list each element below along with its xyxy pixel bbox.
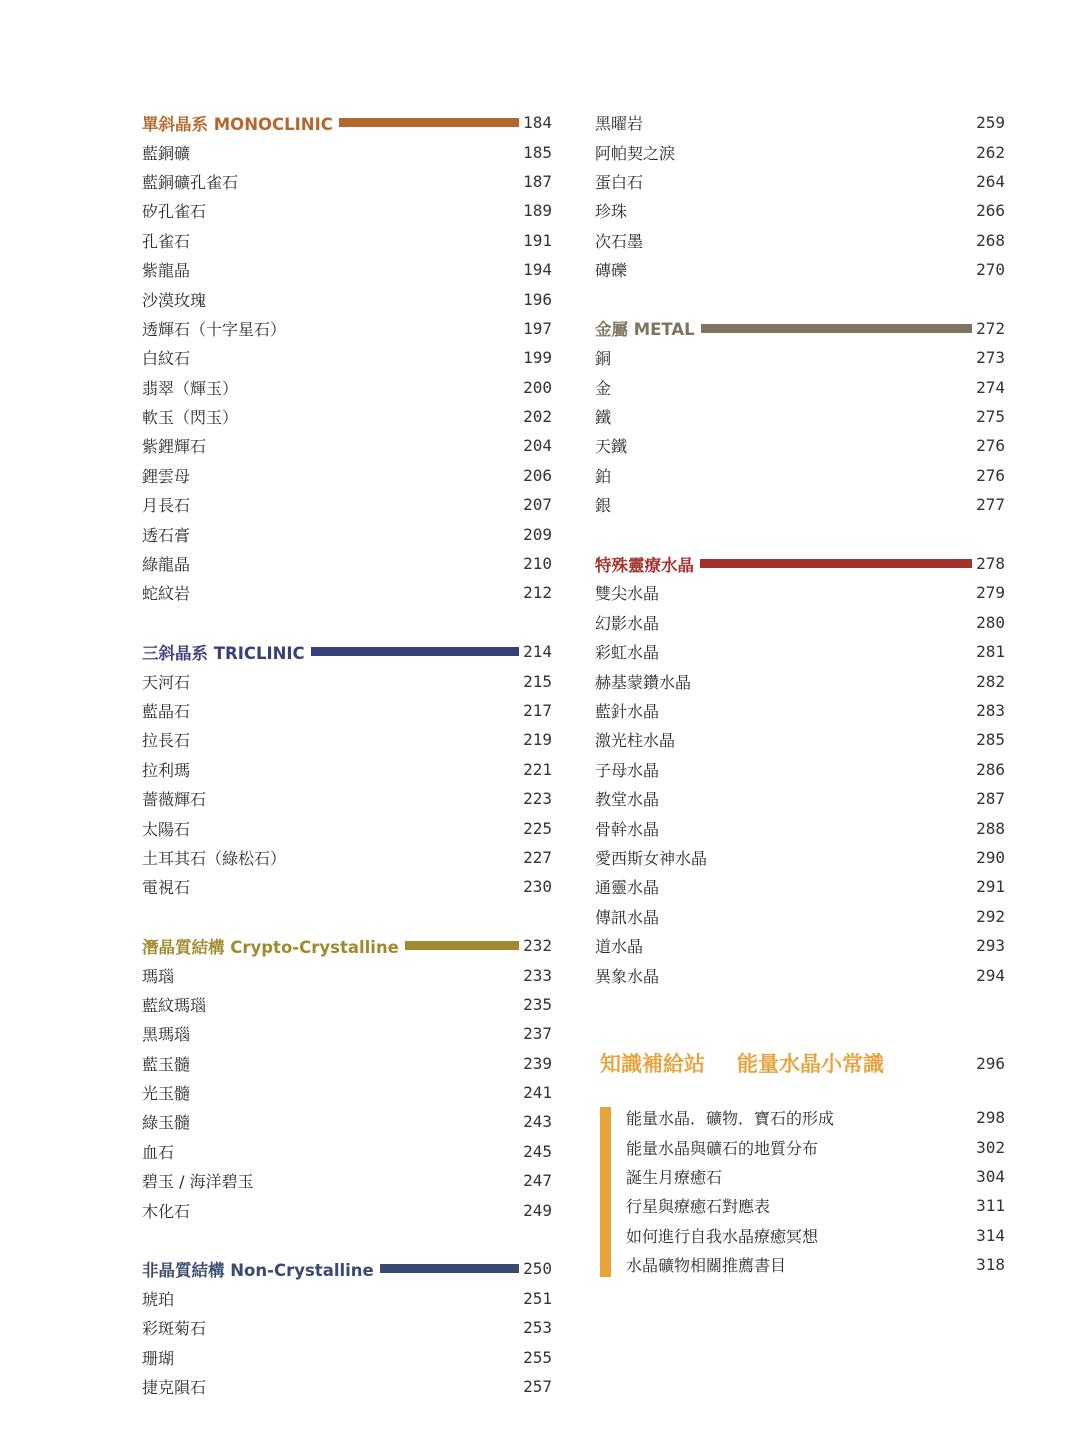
toc-entry[interactable]: [626, 1132, 1005, 1161]
toc-entry-page: 277: [976, 495, 1005, 515]
toc-entry-name: 道水晶: [595, 937, 644, 957]
toc-entry-name: 激光柱水晶: [595, 731, 676, 751]
section-heading[interactable]: [142, 931, 552, 960]
section-page: 214: [523, 642, 552, 662]
toc-entry-name: 珍珠: [595, 202, 628, 222]
toc-entry-name: 藍玉髓: [142, 1054, 191, 1074]
section-title: 非晶質結構 Non-Crystalline: [142, 1260, 374, 1280]
toc-entry-page: 221: [523, 759, 552, 779]
toc-entry-page: 270: [976, 260, 1005, 280]
toc-entry-name: 通靈水晶: [595, 878, 660, 898]
toc-entry-page: 243: [523, 1112, 552, 1132]
toc-entry-name: 鐵: [595, 408, 612, 428]
toc-entry[interactable]: [595, 490, 1005, 519]
toc-entry-page: 279: [976, 583, 1005, 603]
toc-left-column: [142, 108, 552, 1401]
toc-entry-page: 290: [976, 847, 1005, 867]
toc-entry[interactable]: [595, 637, 1005, 666]
toc-entry-page: 304: [976, 1166, 1005, 1186]
toc-entry[interactable]: [142, 549, 552, 578]
toc-entry[interactable]: [142, 696, 552, 725]
toc-entry-name: 能量水晶．礦物．寶石的形成: [626, 1109, 835, 1129]
toc-entry-page: 196: [523, 289, 552, 309]
toc-entry[interactable]: [142, 1284, 552, 1313]
toc-entry-page: 191: [523, 230, 552, 250]
toc-entry[interactable]: [595, 578, 1005, 607]
section-spacer: [142, 902, 552, 931]
section-title: 三斜晶系 TRICLINIC: [142, 643, 305, 663]
toc-entry-page: 187: [523, 171, 552, 191]
toc-entry-page: 223: [523, 789, 552, 809]
toc-entry-name: 行星與療癒石對應表: [626, 1197, 771, 1217]
knowledge-page-number: 296: [976, 1053, 1005, 1073]
toc-entry-name: 蛇紋岩: [142, 584, 191, 604]
toc-entry[interactable]: [142, 1195, 552, 1224]
toc-entry-name: 阿帕契之淚: [595, 143, 676, 163]
toc-entry-name: 拉利瑪: [142, 760, 191, 780]
toc-entry[interactable]: [142, 666, 552, 695]
toc-entry-page: 275: [976, 407, 1005, 427]
toc-entry-name: 蛋白石: [595, 172, 644, 192]
knowledge-list-block: [600, 1103, 1005, 1279]
toc-entry-page: 237: [523, 1024, 552, 1044]
toc-entry-name: 銅: [595, 349, 612, 369]
toc-entry-name: 孔雀石: [142, 231, 191, 251]
section-heading[interactable]: [142, 108, 552, 137]
toc-entry-name: 土耳其石（綠松石）: [142, 848, 287, 868]
toc-entry-name: 血石: [142, 1142, 175, 1162]
toc-entry-name: 瑪瑙: [142, 966, 175, 986]
toc-entry-page: 247: [523, 1171, 552, 1191]
section-spacer: [595, 519, 1005, 548]
toc-entry[interactable]: [142, 284, 552, 313]
toc-entry[interactable]: [595, 431, 1005, 460]
toc-entry-page: 210: [523, 554, 552, 574]
toc-entry-page: 292: [976, 906, 1005, 926]
toc-entry[interactable]: [142, 226, 552, 255]
section-heading[interactable]: [595, 314, 1005, 343]
toc-entry[interactable]: [595, 108, 1005, 137]
toc-entry-name: 幻影水晶: [595, 613, 660, 633]
toc-entry-page: 302: [976, 1137, 1005, 1157]
toc-entry[interactable]: [595, 784, 1005, 813]
toc-entry[interactable]: [626, 1221, 1005, 1250]
toc-entry-name: 雙尖水晶: [595, 584, 660, 604]
toc-entry[interactable]: [626, 1162, 1005, 1191]
toc-entry-page: 239: [523, 1053, 552, 1073]
toc-entry[interactable]: [142, 872, 552, 901]
toc-entry-page: 282: [976, 671, 1005, 691]
toc-entry-page: 204: [523, 436, 552, 456]
toc-entry-page: 197: [523, 318, 552, 338]
toc-entry-name: 綠龍晶: [142, 555, 191, 575]
toc-entry-page: 206: [523, 465, 552, 485]
toc-entry-name: 彩斑菊石: [142, 1319, 207, 1339]
toc-entry[interactable]: [595, 813, 1005, 842]
toc-entry[interactable]: [626, 1103, 1005, 1132]
toc-entry[interactable]: [595, 167, 1005, 196]
section-page: 272: [976, 318, 1005, 338]
toc-entry[interactable]: [142, 1107, 552, 1136]
toc-entry-name: 捷克隕石: [142, 1377, 207, 1397]
toc-entry-name: 藍銅礦孔雀石: [142, 172, 239, 192]
toc-entry-name: 黑瑪瑙: [142, 1025, 191, 1045]
knowledge-list: [626, 1103, 1005, 1279]
toc-entry-name: 水晶礦物相關推薦書目: [626, 1256, 787, 1276]
toc-entry-name: 太陽石: [142, 819, 191, 839]
toc-entry-page: 233: [523, 965, 552, 985]
toc-entry[interactable]: [142, 490, 552, 519]
toc-entry[interactable]: [142, 431, 552, 460]
toc-entry-page: 298: [976, 1108, 1005, 1128]
toc-entry[interactable]: [142, 755, 552, 784]
toc-entry-name: 拉長石: [142, 731, 191, 751]
toc-entry[interactable]: [595, 402, 1005, 431]
toc-entry[interactable]: [142, 784, 552, 813]
toc-entry[interactable]: [142, 1049, 552, 1078]
knowledge-title-primary: 知識補給站: [600, 1052, 705, 1076]
toc-entry-page: 266: [976, 201, 1005, 221]
toc-entry[interactable]: [142, 1078, 552, 1107]
toc-entry[interactable]: [142, 196, 552, 225]
toc-entry[interactable]: [595, 696, 1005, 725]
section-color-bar: [700, 559, 972, 568]
knowledge-title-secondary: 能量水晶小常識: [737, 1052, 884, 1076]
toc-entry-name: 紫龍晶: [142, 261, 191, 281]
section-spacer: [142, 1225, 552, 1254]
toc-entry-page: 264: [976, 171, 1005, 191]
toc-entry-name: 藍針水晶: [595, 702, 660, 721]
toc-entry-page: 274: [976, 377, 1005, 397]
toc-entry-page: 291: [976, 877, 1005, 897]
toc-entry-page: 185: [523, 142, 552, 162]
toc-entry-page: 273: [976, 348, 1005, 368]
toc-entry[interactable]: [142, 725, 552, 754]
toc-entry-name: 異象水晶: [595, 966, 660, 986]
toc-entry-page: 251: [523, 1288, 552, 1308]
toc-entry-name: 軟玉（閃玉）: [142, 408, 239, 428]
toc-entry-name: 透石膏: [142, 525, 191, 545]
toc-entry[interactable]: [626, 1250, 1005, 1279]
toc-entry-page: 314: [976, 1225, 1005, 1245]
toc-entry-name: 愛西斯女神水晶: [595, 848, 708, 868]
toc-entry-page: 207: [523, 495, 552, 515]
toc-entry-page: 283: [976, 701, 1005, 720]
toc-entry-page: 215: [523, 671, 552, 691]
toc-entry[interactable]: [595, 872, 1005, 901]
toc-entry[interactable]: [142, 519, 552, 548]
toc-entry[interactable]: [595, 226, 1005, 255]
toc-entry-name: 如何進行自我水晶療癒冥想: [626, 1226, 819, 1246]
toc-entry[interactable]: [142, 1313, 552, 1342]
toc-entry-name: 光玉髓: [142, 1084, 191, 1104]
toc-entry-page: 288: [976, 818, 1005, 838]
section-color-bar: [405, 941, 519, 950]
toc-entry-name: 彩虹水晶: [595, 643, 660, 663]
toc-entry[interactable]: [142, 1137, 552, 1166]
toc-right-column: [595, 108, 1005, 990]
toc-entry-page: 235: [523, 994, 552, 1014]
toc-entry-page: 241: [523, 1083, 552, 1103]
toc-entry-name: 矽孔雀石: [142, 202, 207, 222]
toc-entry-page: 276: [976, 436, 1005, 456]
toc-entry[interactable]: [142, 813, 552, 842]
toc-entry-page: 268: [976, 230, 1005, 250]
toc-entry[interactable]: [595, 461, 1005, 490]
section-heading[interactable]: [142, 637, 552, 666]
toc-entry-name: 綠玉髓: [142, 1113, 191, 1133]
toc-entry-name: 鋰雲母: [142, 466, 191, 486]
toc-entry-page: 286: [976, 759, 1005, 779]
toc-entry-page: 255: [523, 1347, 552, 1367]
toc-entry-name: 磚礫: [595, 261, 628, 281]
toc-entry-name: 天河石: [142, 672, 191, 692]
toc-entry-page: 230: [523, 877, 552, 897]
toc-entry-name: 骨幹水晶: [595, 819, 660, 839]
toc-entry-name: 子母水晶: [595, 760, 660, 780]
toc-entry-name: 翡翠（輝玉）: [142, 378, 239, 398]
section-spacer: [595, 284, 1005, 313]
toc-entry-page: 227: [523, 847, 552, 867]
toc-entry-name: 琥珀: [142, 1289, 175, 1309]
toc-entry-page: 276: [976, 465, 1005, 485]
toc-entry-name: 次石墨: [595, 231, 644, 251]
toc-entry[interactable]: [142, 314, 552, 343]
toc-entry[interactable]: [142, 990, 552, 1019]
toc-entry[interactable]: [142, 137, 552, 166]
toc-entry-page: 285: [976, 730, 1005, 750]
toc-entry[interactable]: [142, 461, 552, 490]
section-title: 潛晶質結構 Crypto-Crystalline: [142, 937, 399, 957]
toc-entry[interactable]: [142, 255, 552, 284]
toc-entry[interactable]: [142, 402, 552, 431]
section-page: 278: [976, 554, 1005, 574]
toc-entry-page: 189: [523, 201, 552, 221]
toc-entry[interactable]: [142, 1342, 552, 1371]
section-title: 單斜晶系 MONOCLINIC: [142, 114, 333, 134]
toc-entry[interactable]: [595, 725, 1005, 754]
toc-entry-page: 225: [523, 818, 552, 838]
toc-entry[interactable]: [142, 343, 552, 372]
toc-entry[interactable]: [626, 1191, 1005, 1220]
toc-entry[interactable]: [595, 137, 1005, 166]
toc-entry-name: 赫基蒙鑽水晶: [595, 672, 692, 692]
toc-entry-name: 能量水晶與礦石的地質分布: [626, 1138, 819, 1158]
knowledge-accent-stripe: [600, 1107, 611, 1277]
toc-entry[interactable]: [142, 1372, 552, 1401]
toc-entry-name: 金: [595, 378, 612, 398]
toc-entry-page: 200: [523, 377, 552, 397]
toc-entry-page: 294: [976, 965, 1005, 985]
section-page: 184: [523, 113, 552, 133]
toc-entry-page: 281: [976, 642, 1005, 662]
toc-entry-page: 287: [976, 789, 1005, 809]
toc-entry-page: 259: [976, 113, 1005, 133]
toc-entry-name: 白紋石: [142, 349, 191, 369]
knowledge-section-header[interactable]: [600, 1046, 1005, 1080]
toc-entry-name: 藍晶石: [142, 702, 191, 721]
toc-entry-page: 293: [976, 936, 1005, 956]
toc-entry-name: 薔薇輝石: [142, 790, 207, 810]
toc-entry[interactable]: [142, 578, 552, 607]
section-color-bar: [701, 324, 972, 333]
toc-entry-name: 電視石: [142, 878, 191, 898]
section-title: 金屬 METAL: [595, 320, 695, 340]
toc-entry[interactable]: [142, 167, 552, 196]
toc-entry[interactable]: [142, 1019, 552, 1048]
section-color-bar: [311, 647, 519, 656]
toc-entry-name: 黑曜岩: [595, 114, 644, 134]
toc-entry-name: 銀: [595, 496, 612, 516]
toc-entry[interactable]: [595, 960, 1005, 989]
toc-entry-name: 透輝石（十字星石）: [142, 319, 287, 339]
toc-entry-name: 天鐵: [595, 437, 628, 457]
toc-entry-page: 217: [523, 701, 552, 720]
toc-entry-name: 木化石: [142, 1201, 191, 1221]
toc-entry-name: 教堂水晶: [595, 790, 660, 810]
toc-entry-name: 藍紋瑪瑙: [142, 995, 207, 1015]
section-color-bar: [339, 118, 519, 127]
toc-entry[interactable]: [595, 755, 1005, 784]
toc-entry-name: 珊瑚: [142, 1348, 175, 1368]
toc-entry-name: 紫鋰輝石: [142, 437, 207, 457]
toc-entry-name: 鉑: [595, 466, 612, 486]
section-page: 250: [523, 1259, 552, 1279]
toc-entry-page: 249: [523, 1200, 552, 1220]
toc-entry-page: 318: [976, 1255, 1005, 1275]
toc-entry-page: 212: [523, 583, 552, 603]
toc-entry-page: 262: [976, 142, 1005, 162]
section-color-bar: [380, 1264, 519, 1273]
toc-entry-page: 199: [523, 348, 552, 368]
toc-entry[interactable]: [595, 255, 1005, 284]
section-title: 特殊靈療水晶: [595, 555, 694, 575]
toc-entry-name: 月長石: [142, 496, 191, 516]
section-spacer: [142, 608, 552, 637]
toc-entry-page: 202: [523, 407, 552, 427]
section-heading[interactable]: [142, 1254, 552, 1283]
toc-entry-page: 280: [976, 612, 1005, 632]
toc-entry-name: 沙漠玫瑰: [142, 290, 207, 310]
toc-entry-page: 245: [523, 1141, 552, 1161]
toc-entry[interactable]: [595, 196, 1005, 225]
toc-entry[interactable]: [142, 373, 552, 402]
toc-entry[interactable]: [595, 666, 1005, 695]
section-page: 232: [523, 936, 552, 956]
toc-entry[interactable]: [142, 843, 552, 872]
toc-entry-name: 藍銅礦: [142, 143, 191, 163]
toc-entry[interactable]: [595, 608, 1005, 637]
toc-entry-page: 219: [523, 730, 552, 750]
toc-entry-page: 257: [523, 1376, 552, 1396]
toc-entry[interactable]: [142, 1166, 552, 1195]
toc-entry-name: 碧玉 / 海洋碧玉: [142, 1172, 254, 1192]
toc-entry-page: 194: [523, 260, 552, 280]
toc-entry-page: 209: [523, 524, 552, 544]
toc-entry-name: 誕生月療癒石: [626, 1167, 723, 1187]
toc-entry[interactable]: [595, 843, 1005, 872]
toc-entry-name: 傳訊水晶: [595, 907, 660, 927]
toc-entry-page: 311: [976, 1196, 1005, 1216]
toc-entry[interactable]: [142, 960, 552, 989]
toc-entry[interactable]: [595, 931, 1005, 960]
toc-entry-page: 253: [523, 1318, 552, 1338]
toc-entry[interactable]: [595, 343, 1005, 372]
section-heading[interactable]: [595, 549, 1005, 578]
toc-entry[interactable]: [595, 902, 1005, 931]
toc-entry[interactable]: [595, 373, 1005, 402]
